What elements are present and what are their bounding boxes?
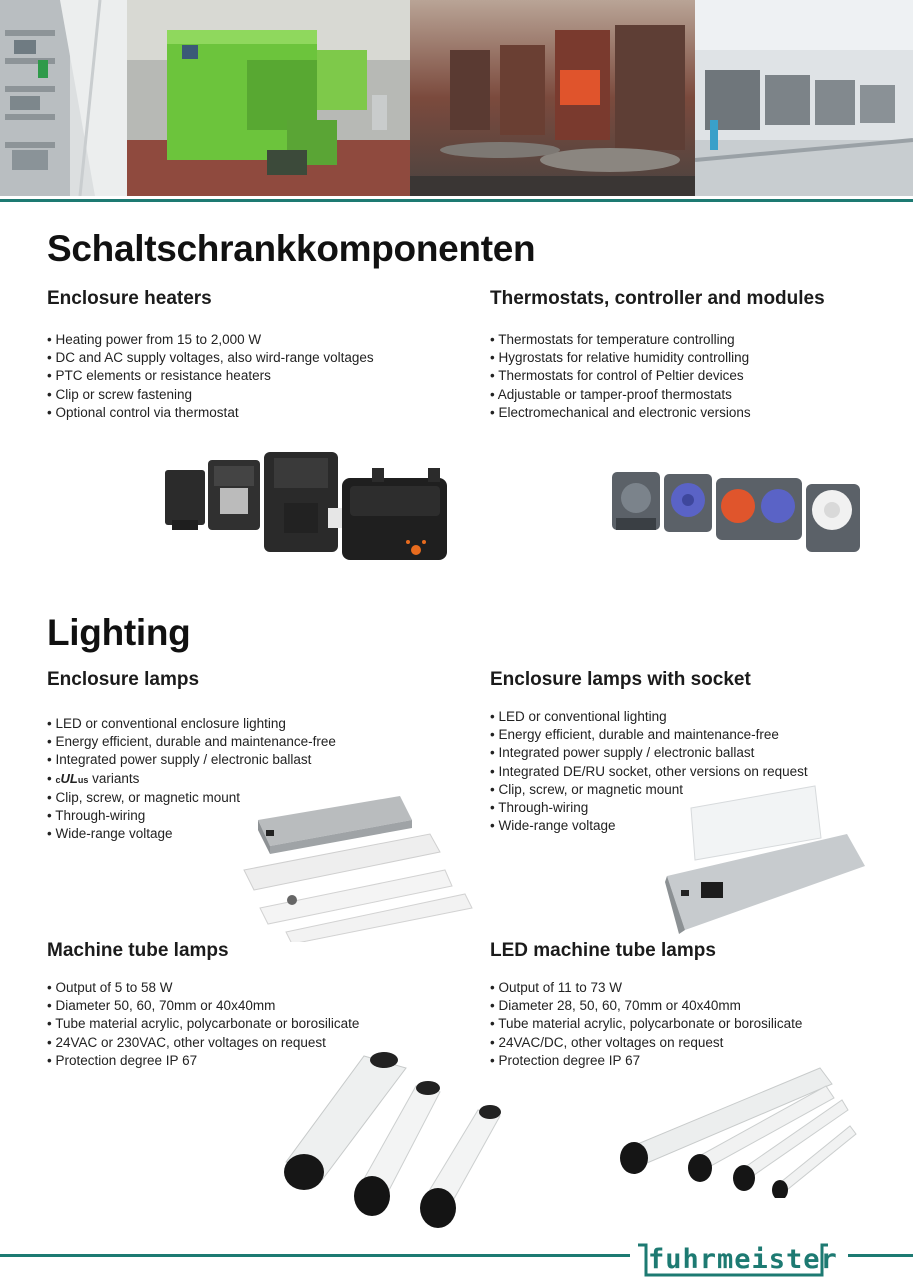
heading-machine-tube-lamps: Machine tube lamps xyxy=(47,940,229,961)
list-item: • Output of 11 to 73 W xyxy=(490,979,802,997)
list-item: • Energy efficient, durable and maintenance-free xyxy=(47,733,336,751)
hero-photo-engine-assembly xyxy=(695,0,913,196)
section-title-schaltschrank: Schaltschrankkomponenten xyxy=(47,228,536,269)
list-item: • Protection degree IP 67 xyxy=(490,1052,802,1070)
list-item: • LED or conventional lighting xyxy=(490,708,808,726)
list-item: • Through-wiring xyxy=(47,807,336,825)
heading-led-machine-tube-lamps: LED machine tube lamps xyxy=(490,940,716,961)
list-item: • Diameter 50, 60, 70mm or 40x40mm xyxy=(47,997,359,1015)
list-item: • LED or conventional enclosure lighting xyxy=(47,715,336,733)
led-machine-tube-lamps-product-image xyxy=(620,1064,862,1198)
list-item: • Output of 5 to 58 W xyxy=(47,979,359,997)
list-item: • Energy efficient, durable and maintenance-free xyxy=(490,726,808,744)
thermostats-product-image xyxy=(610,468,865,558)
list-item-ul-variants: • cULus variants xyxy=(47,770,336,789)
hero-photo-control-cabinet xyxy=(0,0,127,196)
list-item: • Adjustable or tamper-proof thermostats xyxy=(490,386,751,404)
enclosure-lamps-product-image xyxy=(240,790,475,942)
list-item: • 24VAC or 230VAC, other voltages on request xyxy=(47,1034,359,1052)
list-thermostats xyxy=(490,331,751,422)
heading-enclosure-lamps: Enclosure lamps xyxy=(47,669,200,690)
list-item: • Clip, screw, or magnetic mount xyxy=(490,781,808,799)
enclosure-heaters-product-image xyxy=(160,448,455,573)
heading-enclosure-lamps-socket: Enclosure lamps with socket xyxy=(490,669,751,690)
list-item: • Optional control via thermostat xyxy=(47,404,374,422)
list-item: • Integrated power supply / electronic ballast xyxy=(47,751,336,769)
list-item: • PTC elements or resistance heaters xyxy=(47,367,374,385)
list-item: • Integrated power supply / electronic ballast xyxy=(490,744,808,762)
list-item: • Protection degree IP 67 xyxy=(47,1052,359,1070)
heading-thermostats: Thermostats, controller and modules xyxy=(490,288,825,309)
footer-divider-left xyxy=(0,1254,630,1257)
list-item: • Clip, screw, or magnetic mount xyxy=(47,789,336,807)
list-item: • Thermostats for control of Peltier devices xyxy=(490,367,751,385)
list-item: • Diameter 28, 50, 60, 70mm or 40x40mm xyxy=(490,997,802,1015)
list-item: • Tube material acrylic, polycarbonate or borosilicate xyxy=(47,1015,359,1033)
list-enclosure-heaters xyxy=(47,331,374,422)
hero-image-strip xyxy=(0,0,913,196)
list-item: • Wide-range voltage xyxy=(47,825,336,843)
list-item: • Clip or screw fastening xyxy=(47,386,374,404)
hero-photo-injection-machine xyxy=(127,0,410,196)
list-item: • Through-wiring xyxy=(490,799,808,817)
list-item: • 24VAC/DC, other voltages on request xyxy=(490,1034,802,1052)
ul-certification-mark: cULus xyxy=(55,770,89,786)
list-item: • Hygrostats for relative humidity controlling xyxy=(490,349,751,367)
fuhrmeister-logo: fuhrmeister xyxy=(634,1243,830,1277)
list-item: • DC and AC supply voltages, also wird-range voltages xyxy=(47,349,374,367)
list-item: • Thermostats for temperature controlling xyxy=(490,331,751,349)
header-divider xyxy=(0,199,913,202)
enclosure-lamps-socket-product-image xyxy=(665,778,865,934)
section-title-lighting: Lighting xyxy=(47,612,191,653)
machine-tube-lamps-product-image xyxy=(278,1046,503,1242)
list-item: • Integrated DE/RU socket, other versions on request xyxy=(490,763,808,781)
list-item: • Electromechanical and electronic versions xyxy=(490,404,751,422)
list-item: • Heating power from 15 to 2,000 W xyxy=(47,331,374,349)
heading-enclosure-heaters: Enclosure heaters xyxy=(47,288,212,309)
list-item: • Wide-range voltage xyxy=(490,817,808,835)
hero-photo-steel-mill xyxy=(410,0,695,196)
footer-divider-right xyxy=(848,1254,913,1257)
list-item: • Tube material acrylic, polycarbonate or borosilicate xyxy=(490,1015,802,1033)
list-led-machine-tube-lamps xyxy=(490,979,802,1070)
